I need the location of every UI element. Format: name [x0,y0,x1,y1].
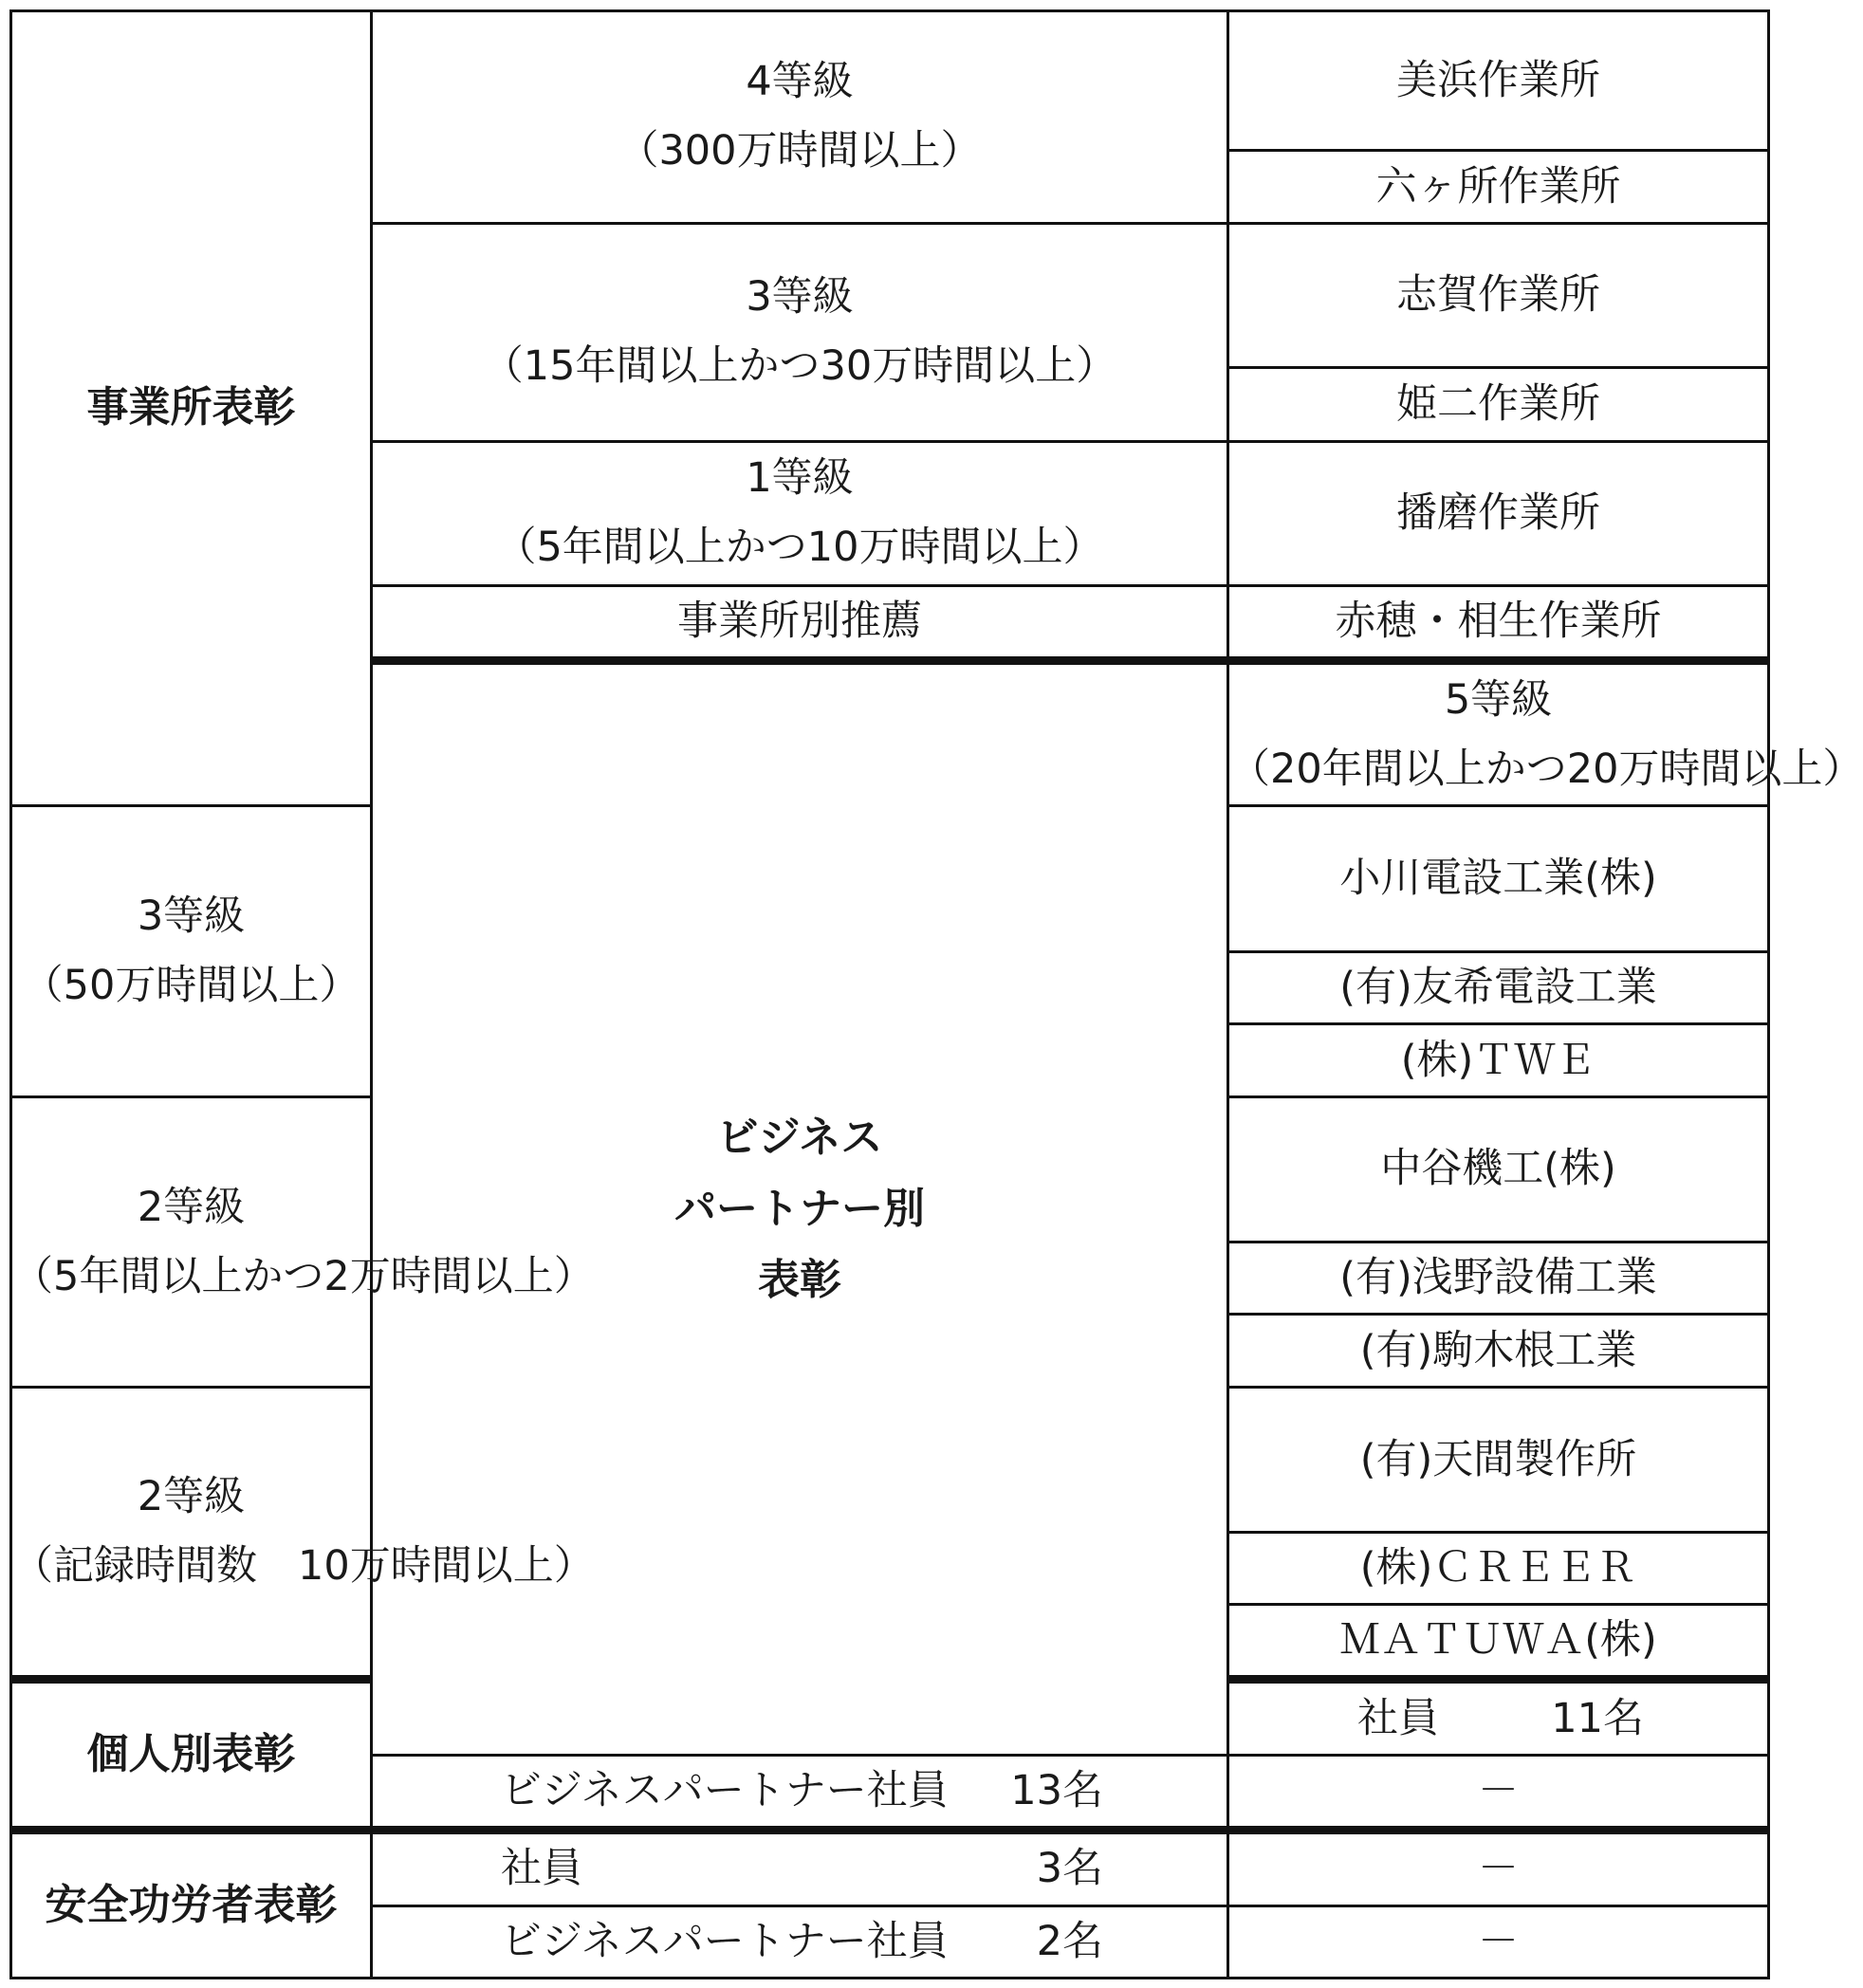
person-count: 13名 [1010,1766,1103,1814]
grade-criteria: （15年間以上かつ30万時間以上） [482,342,1117,391]
grade-cell [11,1097,595,1388]
dash-value: － [1228,1831,1769,1905]
person-count: 11名 [1551,1694,1644,1742]
person-cell [1228,1680,1769,1755]
company-name: (株)ＴＷＥ [1228,1023,1769,1096]
site-name: 播磨作業所 [1228,441,1769,586]
category-partner-line: パートナー別 [674,1184,925,1233]
company-name: (有)天間製作所 [1228,1388,1769,1533]
site-name: 志賀作業所 [1228,223,1769,368]
person-cell [372,1831,1228,1905]
grade-cell [372,223,1228,441]
dash-value: － [1228,1905,1769,1978]
category-partner-line: 表彰 [758,1255,841,1304]
grade-label: 3等級 [746,273,854,322]
grade-criteria: （5年間以上かつ10万時間以上） [495,524,1104,572]
grade-cell [11,806,372,1097]
category-merit: 安全功労者表彰 [11,1831,372,1979]
category-partner [372,661,1228,1755]
company-name: (有)友希電設工業 [1228,951,1769,1023]
person-cell [372,1905,1228,1978]
company-name: 小川電設工業(株) [1228,806,1769,952]
person-cell [372,1755,1228,1830]
company-name: (有)浅野設備工業 [1228,1242,1769,1314]
award-table [9,9,1863,1979]
grade-criteria: （5年間以上かつ2万時間以上） [12,1252,595,1300]
company-name: (有)駒木根工業 [1228,1315,1769,1388]
grade-label: 5等級 [1444,675,1553,724]
company-name: (株)ＣＲＥＥＲ [1228,1532,1769,1604]
company-name: 中谷機工(株) [1228,1097,1769,1242]
grade-cell [372,441,1228,586]
person-label: 社員 [1357,1694,1439,1742]
company-name: ＭＡＴＵＷＡ(株) [1228,1605,1769,1680]
person-label: 社員 [501,1845,582,1893]
table-row [11,11,1769,151]
category-office: 事業所表彰 [11,11,372,806]
site-name: 姫二作業所 [1228,368,1769,441]
grade-criteria: （50万時間以上） [22,962,360,1010]
site-name: 赤穂・相生作業所 [1228,586,1769,661]
site-name: 六ヶ所作業所 [1228,151,1769,223]
grade-criteria: （記録時間数 10万時間以上） [12,1542,595,1591]
grade-label: 2等級 [137,1183,246,1231]
person-label: ビジネスパートナー社員 [501,1917,949,1965]
grade-criteria: （300万時間以上） [618,127,982,175]
grade-label: 1等級 [746,454,854,503]
category-individual: 個人別表彰 [11,1680,372,1831]
table-row [11,1831,1769,1905]
category-partner-line: ビジネス [716,1113,883,1162]
grade-cell [11,1388,595,1680]
dash-value: － [1228,1755,1769,1830]
grade-cell [372,11,1228,224]
person-count: 3名 [1036,1845,1103,1893]
grade-label: 4等級 [746,58,854,106]
grade-label: 3等級 [137,893,246,941]
grade-criteria: （20年間以上かつ20万時間以上） [1229,745,1863,793]
grade-cell [1228,661,1863,806]
person-count: 2名 [1036,1917,1103,1965]
grade-cell: 事業所別推薦 [372,586,1228,661]
site-name: 美浜作業所 [1228,11,1769,151]
person-label: ビジネスパートナー社員 [501,1766,949,1814]
grade-label: 2等級 [137,1473,246,1521]
